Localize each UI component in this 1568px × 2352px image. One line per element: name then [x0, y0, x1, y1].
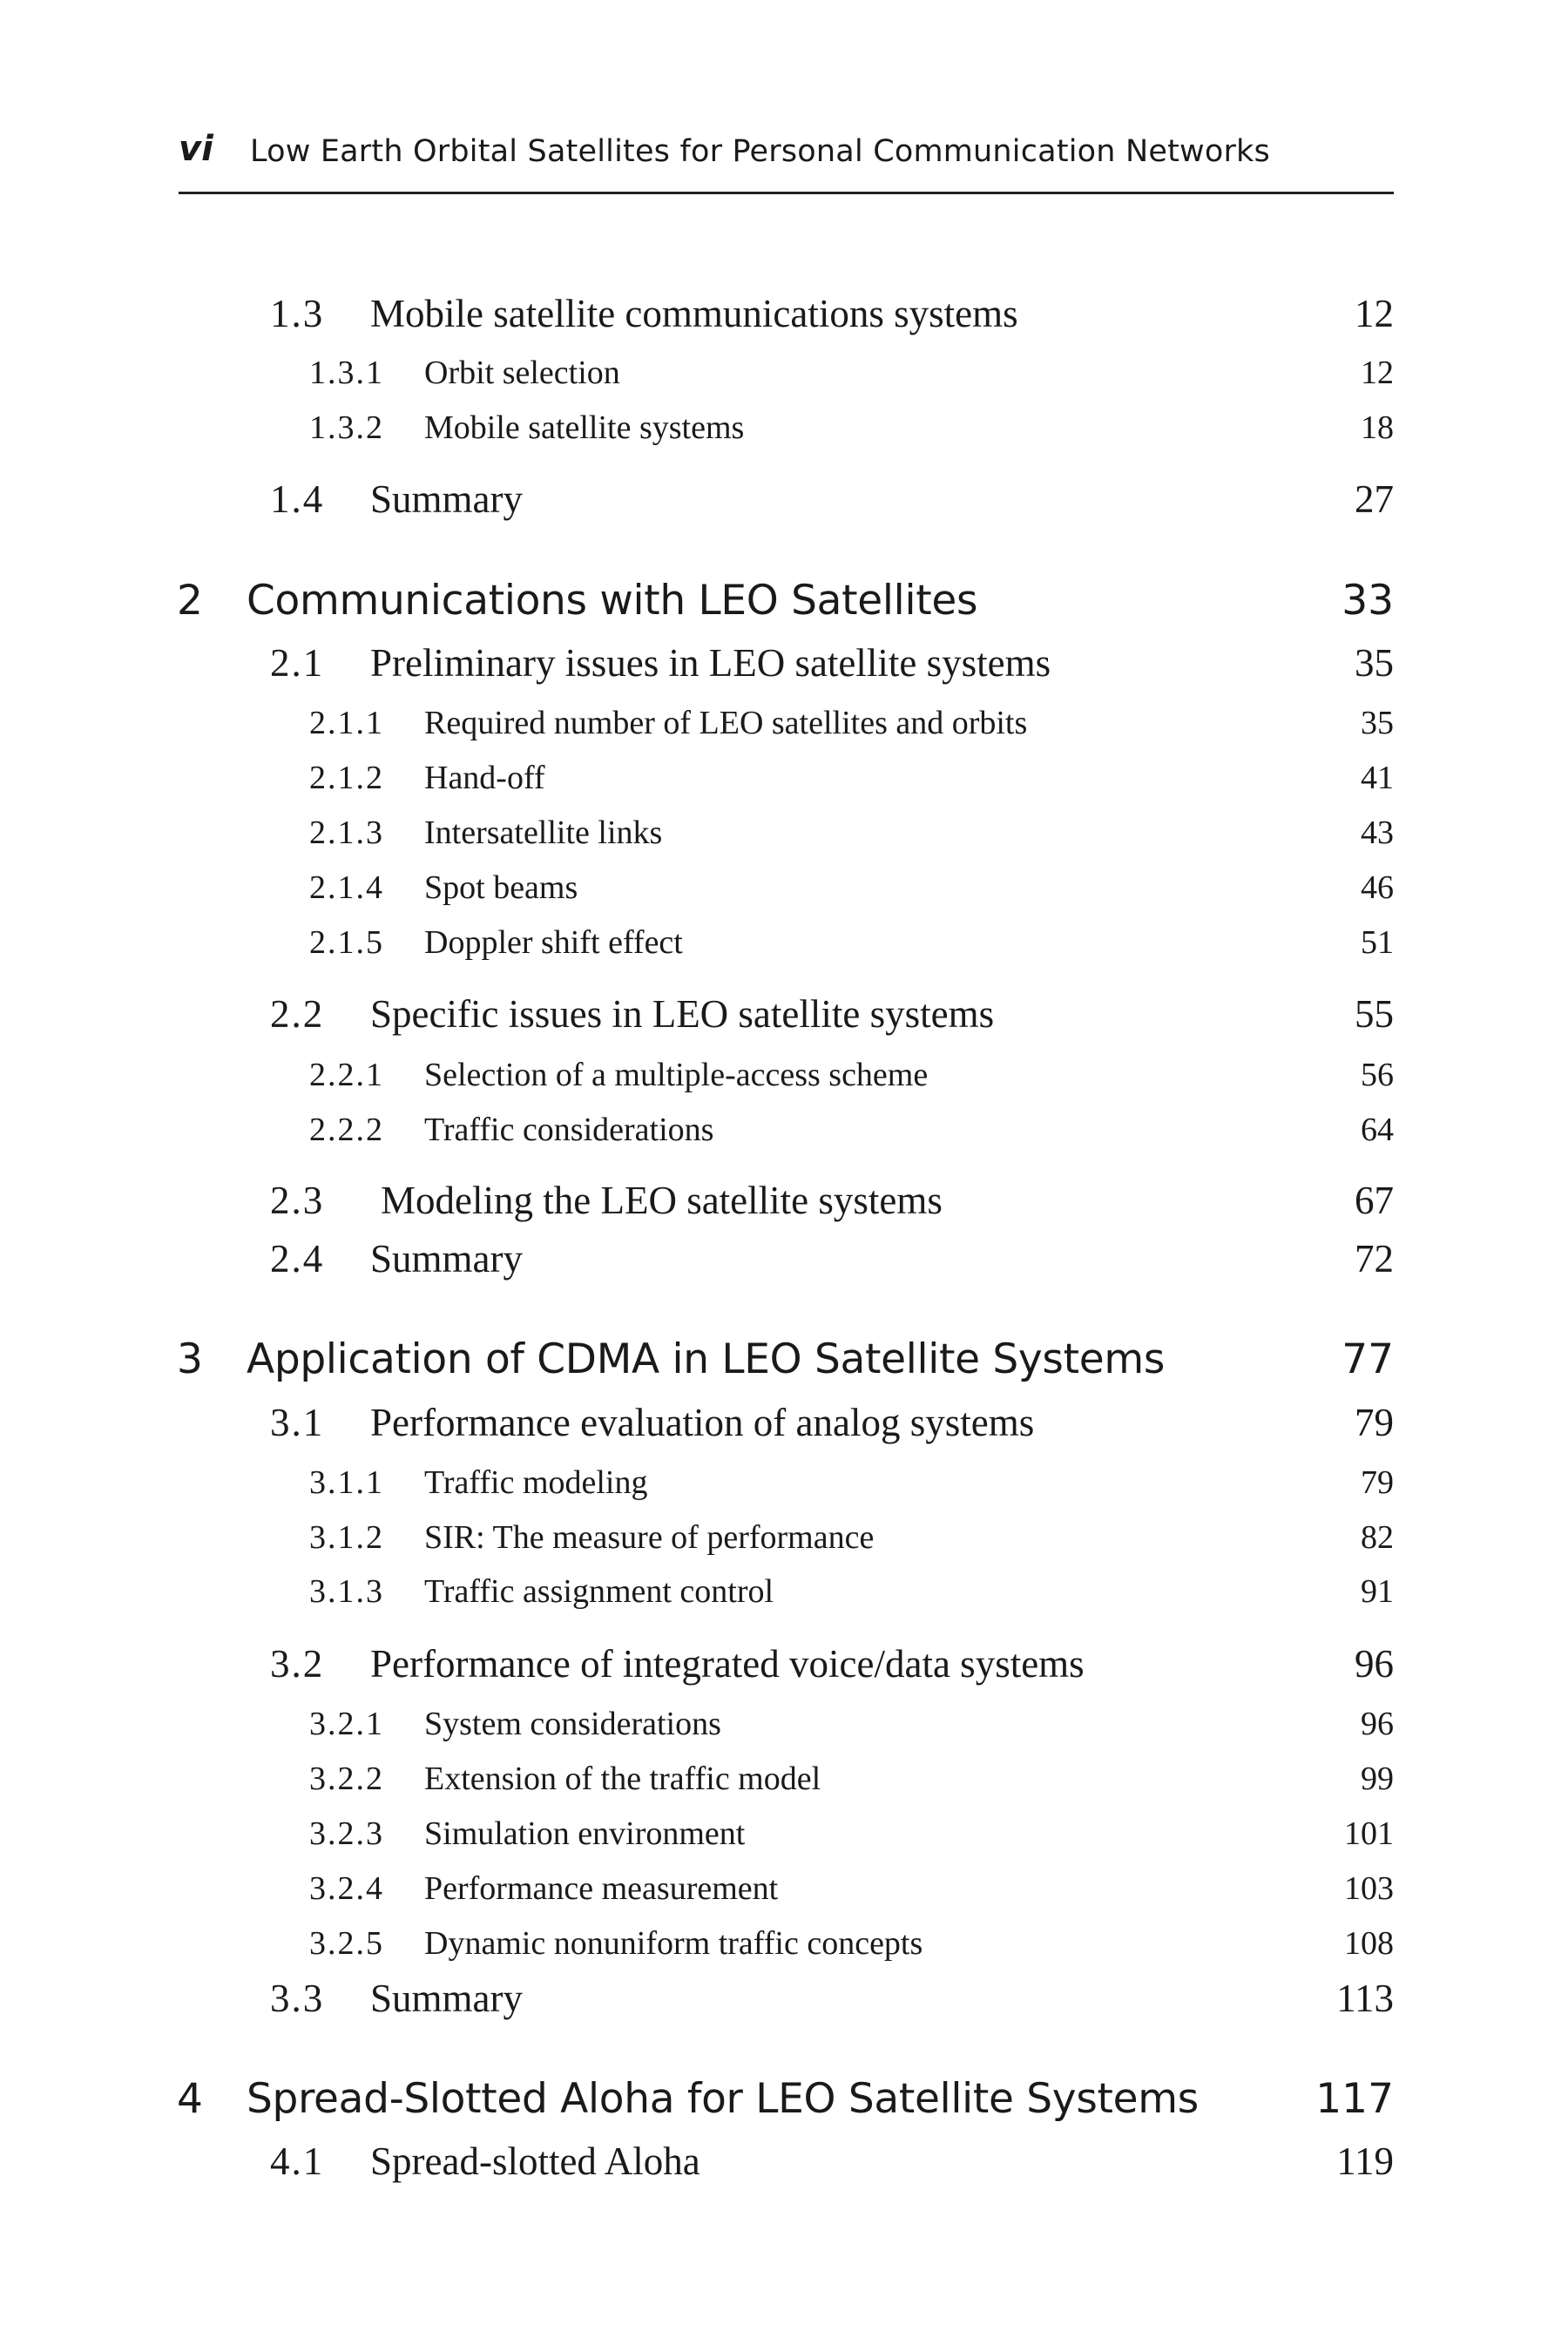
toc-chapter-entry[interactable] [0, 2075, 1568, 2124]
toc-title: SIR: The measure of performance [424, 1519, 875, 1556]
toc-subsection-entry[interactable] [0, 1111, 1568, 1149]
toc-chapter-number: 3 [177, 1335, 203, 1383]
toc-title: Specific issues in LEO satellite systems [370, 992, 995, 1036]
toc-subsection-entry[interactable] [0, 704, 1568, 742]
toc-title: Performance evaluation of analog systems [370, 1401, 1035, 1444]
toc-subsection-entry[interactable] [0, 354, 1568, 392]
toc-chapter-entry[interactable] [0, 1335, 1568, 1384]
toc-page-number: 103 [1344, 1870, 1394, 1907]
toc-title: Dynamic nonuniform traffic concepts [424, 1925, 923, 1962]
toc-page-number: 41 [1361, 760, 1394, 796]
toc-number: 3.2.4 [309, 1870, 384, 1907]
toc-number: 3.3 [270, 1977, 325, 2020]
toc-chapter-title: Communications with LEO Satellites [247, 577, 978, 625]
toc-number: 1.4 [270, 477, 325, 521]
toc-number: 1.3.2 [309, 409, 384, 446]
toc-page-number: 67 [1355, 1179, 1394, 1222]
toc-subsection-entry[interactable] [0, 409, 1568, 447]
toc-section-entry[interactable] [0, 1236, 1568, 1281]
toc-title: Summary [370, 477, 523, 521]
toc-number: 3.1.1 [309, 1464, 384, 1501]
toc-subsection-entry[interactable] [0, 1924, 1568, 1963]
toc-section-entry[interactable] [0, 476, 1568, 522]
toc-number: 2.2 [270, 992, 325, 1036]
toc-subsection-entry[interactable] [0, 1815, 1568, 1853]
toc-page-number: 33 [1342, 577, 1394, 625]
toc-page-number: 77 [1342, 1335, 1394, 1383]
toc-page-number: 35 [1361, 705, 1394, 741]
toc-page-number: 12 [1361, 355, 1394, 391]
toc-title: Summary [370, 1237, 523, 1281]
toc-chapter-title: Application of CDMA in LEO Satellite Systems [247, 1335, 1166, 1383]
toc-number: 2.4 [270, 1237, 325, 1281]
toc-number: 3.2 [270, 1642, 325, 1686]
toc-subsection-entry[interactable] [0, 1056, 1568, 1094]
toc-title: Intersatellite links [424, 814, 663, 851]
toc-chapter-number: 2 [177, 577, 203, 625]
toc-title: Mobile satellite systems [424, 409, 745, 446]
toc-number: 4.1 [270, 2139, 325, 2183]
toc-page-number: 51 [1361, 924, 1394, 961]
running-title: Low Earth Orbital Satellites for Personal Communication Networks [250, 134, 1270, 169]
toc-title: Mobile satellite communications systems [370, 292, 1018, 335]
toc-section-entry[interactable] [0, 1178, 1568, 1223]
toc-page-number: 96 [1355, 1642, 1394, 1686]
toc-page-number: 18 [1361, 409, 1394, 446]
toc-title: Required number of LEO satellites and orbits [424, 705, 1028, 741]
toc-title: Doppler shift effect [424, 924, 683, 961]
toc-number: 3.2.5 [309, 1925, 384, 1962]
toc-title: Traffic considerations [424, 1112, 714, 1148]
toc-section-entry[interactable] [0, 291, 1568, 336]
toc-page-number: 91 [1361, 1573, 1394, 1610]
toc-page-number: 99 [1361, 1761, 1394, 1797]
toc-section-entry[interactable] [0, 1400, 1568, 1445]
toc-page-number: 113 [1336, 1977, 1394, 2020]
toc-subsection-entry[interactable] [0, 923, 1568, 962]
toc-page-number: 96 [1361, 1706, 1394, 1742]
toc-subsection-entry[interactable] [0, 1463, 1568, 1502]
toc-section-entry[interactable] [0, 1641, 1568, 1686]
toc-page-number: 43 [1361, 814, 1394, 851]
toc-number: 2.3 [270, 1179, 325, 1222]
toc-number: 3.1 [270, 1401, 325, 1444]
toc-chapter-number: 4 [177, 2075, 203, 2123]
toc-title: Summary [370, 1977, 523, 2020]
toc-number: 2.1 [270, 641, 325, 685]
toc-chapter-entry[interactable] [0, 577, 1568, 625]
toc-number: 3.1.3 [309, 1573, 384, 1610]
toc-page-number: 119 [1336, 2139, 1394, 2183]
toc-title: Performance measurement [424, 1870, 779, 1907]
toc-number: 3.1.2 [309, 1519, 384, 1556]
toc-page-number: 35 [1355, 641, 1394, 685]
toc-page-number: 101 [1344, 1815, 1394, 1852]
toc-section-entry[interactable] [0, 2139, 1568, 2184]
toc-number: 1.3 [270, 292, 325, 335]
toc-number: 2.1.3 [309, 814, 384, 851]
page-folio: vi [179, 129, 213, 169]
toc-page-number: 12 [1355, 292, 1394, 335]
toc-subsection-entry[interactable] [0, 1572, 1568, 1611]
toc-page-number: 108 [1344, 1925, 1394, 1962]
toc-number: 2.1.5 [309, 924, 384, 961]
toc-page-number: 55 [1355, 992, 1394, 1036]
toc-number: 1.3.1 [309, 355, 384, 391]
toc-title: Modeling the LEO satellite systems [381, 1179, 943, 1222]
toc-chapter-title: Spread-Slotted Aloha for LEO Satellite Systems [247, 2075, 1199, 2123]
toc-subsection-entry[interactable] [0, 759, 1568, 797]
toc-title: Traffic modeling [424, 1464, 648, 1501]
toc-number: 2.1.2 [309, 760, 384, 796]
toc-title: Orbit selection [424, 355, 620, 391]
toc-section-entry[interactable] [0, 991, 1568, 1037]
toc-title: Extension of the traffic model [424, 1761, 821, 1797]
toc-title: Preliminary issues in LEO satellite systems [370, 641, 1051, 685]
toc-section-entry[interactable] [0, 640, 1568, 686]
toc-number: 2.2.1 [309, 1057, 384, 1093]
toc-subsection-entry[interactable] [0, 1869, 1568, 1908]
toc-section-entry[interactable] [0, 1976, 1568, 2021]
toc-subsection-entry[interactable] [0, 868, 1568, 907]
toc-number: 3.2.3 [309, 1815, 384, 1852]
toc-page-number: 27 [1355, 477, 1394, 521]
toc-title: Simulation environment [424, 1815, 746, 1852]
toc-page-number: 56 [1361, 1057, 1394, 1093]
toc-number: 2.1.4 [309, 869, 384, 906]
toc-title: Spot beams [424, 869, 578, 906]
toc-number: 2.1.1 [309, 705, 384, 741]
toc-page-number: 79 [1355, 1401, 1394, 1444]
toc-title: Spread-slotted Aloha [370, 2139, 700, 2183]
toc-page-number: 117 [1315, 2075, 1394, 2123]
toc-subsection-entry[interactable] [0, 1760, 1568, 1798]
toc-title: Traffic assignment control [424, 1573, 774, 1610]
toc-page-number: 82 [1361, 1519, 1394, 1556]
toc-title: System considerations [424, 1706, 721, 1742]
toc-number: 3.2.2 [309, 1761, 384, 1797]
toc-page-number: 79 [1361, 1464, 1394, 1501]
toc-number: 3.2.1 [309, 1706, 384, 1742]
toc-title: Hand-off [424, 760, 545, 796]
toc-subsection-entry[interactable] [0, 1518, 1568, 1557]
toc-page-number: 46 [1361, 869, 1394, 906]
toc-page-number: 72 [1355, 1237, 1394, 1281]
toc-number: 2.2.2 [309, 1112, 384, 1148]
toc-title: Selection of a multiple-access scheme [424, 1057, 929, 1093]
toc-page-number: 64 [1361, 1112, 1394, 1148]
toc-title: Performance of integrated voice/data systems [370, 1642, 1085, 1686]
toc-subsection-entry[interactable] [0, 814, 1568, 852]
toc-subsection-entry[interactable] [0, 1705, 1568, 1743]
